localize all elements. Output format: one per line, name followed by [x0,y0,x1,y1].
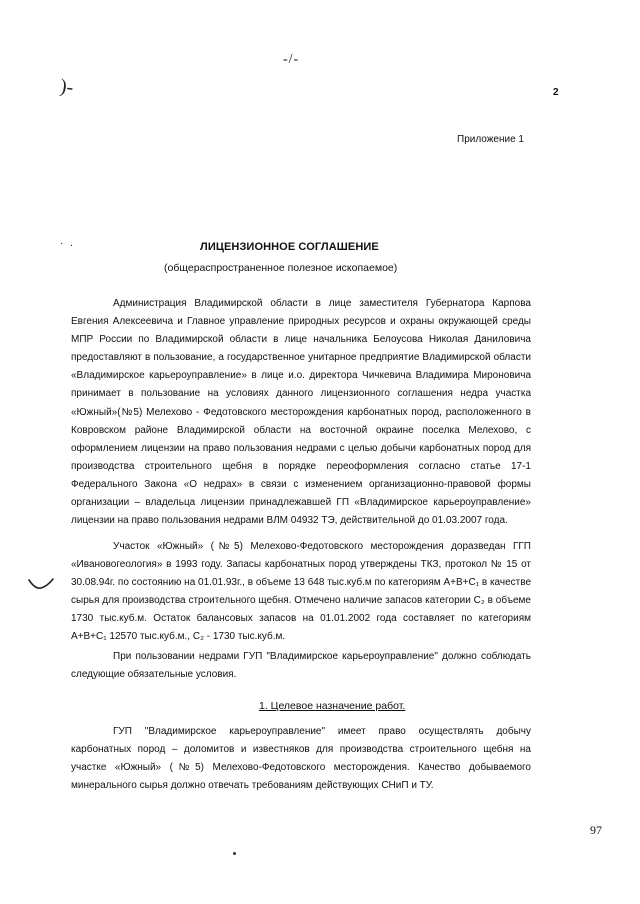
paragraph-parties: Администрация Владимирской области в лице заместителя Губернатора Карпова Евгения Алексеевича и Главное управление природных ресурсов и охраны окружающей среды МПР России по Владимирской области в лице начальника Белоусова Николая Даниловича предоставляют в пользование, а государственное унитарное предприятие Владимирской области «Владимирское карьероуправление» в лице и.о. директора Чичкевича Владимира Мироновича принимает в пользование на условиях данного лицензионного соглашения недра участка «Южный»(№5) Мелехово - Федотовского месторождения карбонатных пород, расположенного в Ковровском районе Владимирской области на восточной окраине поселка Мелехово, с оформлением лицензии на право пользования недрами с целью добычи карбонатных пород для производства строительного щебня в порядке переоформления согласно статье 17-1 Федерального Закона «О недрах» в связи с изменением организационно-правовой формы организации – владельца лицензии принадлежавшей ГП «Владимирское карьероуправление» лицензии на право пользования недрами ВЛМ 04932 ТЭ, действительной до 01.03.2007 года. [71,298,531,527]
handwritten-check-mark [28,578,54,590]
section-heading-purpose: 1. Целевое назначение работ. [259,700,406,712]
margin-handwritten-mark: )- [58,75,75,99]
scan-speck [233,852,236,855]
paragraph-conditions: При пользовании недрами ГУП "Владимирское карьероуправление" должно соблюдать следующие обязательные условия. [71,651,531,681]
sheet-number: 97 [590,823,602,837]
margin-dots: · . [60,238,75,249]
top-handwritten-mark: -/- [283,52,300,67]
document-title: ЛИЦЕНЗИОННОЕ СОГЛАШЕНИЕ [200,241,379,253]
page-number: 2 [553,87,559,98]
paragraph-purpose: ГУП "Владимирское карьероуправление" имеет право осуществлять добычу карбонатных пород – доломитов и известняков для производства строительного щебня на участке «Южный» (№5) Мелехово-Федотовского месторождения. Качество добываемого минерального сырья должно отвечать требованиям действующих СНиП и ТУ. [71,726,531,792]
paragraph-deposit: Участок «Южный» (№5) Мелехово-Федотовского месторождения доразведан ГГП «Ивановогеология» в 1993 году. Запасы карбонатных пород утверждены ТКЗ, протокол № 15 от 30.08.94г. по состоянию на 01.01.93г., в объеме 13 648 тыс.куб.м по категориям А+В+С₁ в качестве сырья для производства строительного щебня. Отмечено наличие запасов категории С₂ в объеме 1730 тыс.куб.м. Остаток балансовых запасов на 01.01.2002 года составляет по категориям А+В+С₁ 12570 тыс.куб.м., С₂ - 1730 тыс.куб.м. [71,541,531,643]
appendix-label: Приложение 1 [457,134,524,145]
document-subtitle: (общераспространенное полезное ископаемое) [164,262,398,274]
